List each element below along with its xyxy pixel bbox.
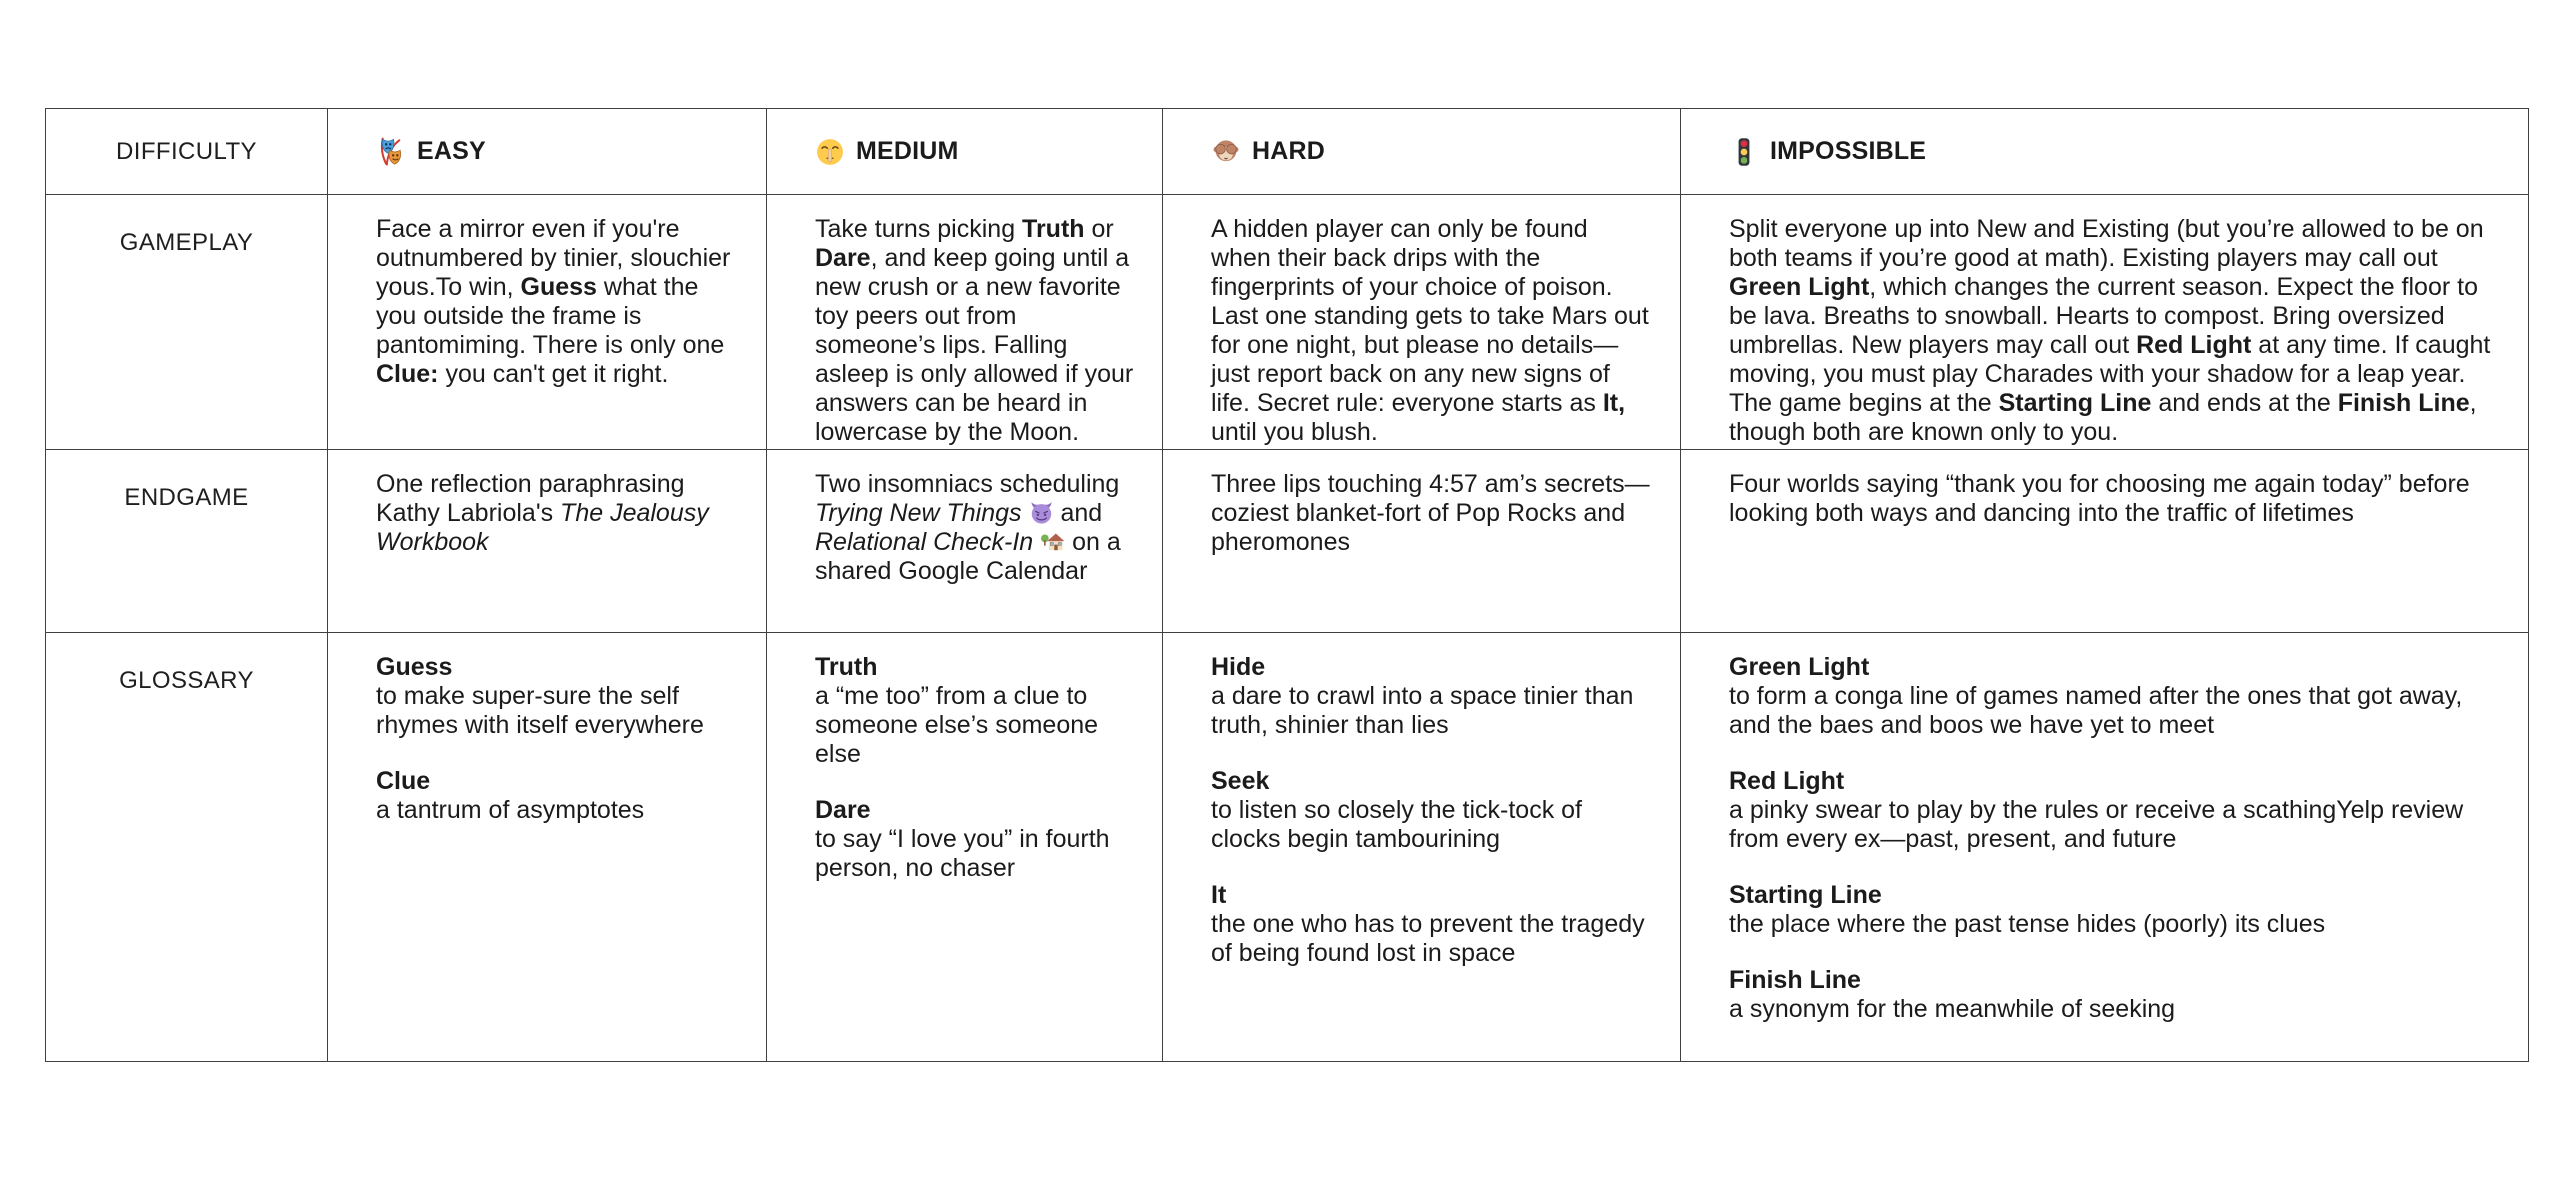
italic-text: Relational Check-In [815, 528, 1034, 556]
glossary-easy-cell [328, 633, 767, 1061]
glossary-term: Dare [815, 796, 871, 824]
glossary-definition: a synonym for the meanwhile of seeking [1729, 995, 2176, 1023]
row-label-glossary: GLOSSARY [46, 633, 328, 1061]
glossary-entry [815, 653, 1136, 769]
text: Face a mirror even if you're outnumbered by tinier, slouchier yous.To win, [376, 215, 731, 301]
endgame-impossible-cell [1681, 450, 2528, 633]
house-garden-icon [1040, 528, 1065, 557]
bold-text: Dare [815, 244, 871, 272]
glossary-entry [815, 796, 1136, 883]
see-no-evil-monkey-icon [1211, 137, 1241, 167]
glossary-entry [1729, 767, 2502, 854]
endgame-medium-cell [767, 450, 1163, 633]
text: Three lips touching 4:57 am’s secrets—coziest blanket-fort of Pop Rocks and pheromones [1211, 470, 1650, 556]
text [1022, 499, 1029, 527]
text: Take turns picking [815, 215, 1023, 243]
text: , though both are known only to you. [1729, 389, 2477, 446]
glossary-entry [1211, 767, 1654, 854]
endgame-hard-cell [1163, 450, 1681, 633]
column-header-label-medium: MEDIUM [856, 137, 959, 165]
glossary-definition: to form a conga line of games named after the ones that got away, and the baes and boos we have yet to meet [1729, 682, 2463, 739]
text: you can't get it right. [438, 360, 669, 388]
glossary-term: Starting Line [1729, 881, 1882, 909]
text [1033, 528, 1040, 556]
glossary-entry [1729, 881, 2502, 939]
theater-masks-icon [376, 137, 406, 167]
text: Two insomniacs scheduling [815, 470, 1120, 498]
difficulty-header-label: DIFFICULTY [116, 137, 257, 165]
glossary-term: Green Light [1729, 653, 1870, 681]
smiling-devil-icon [1029, 499, 1054, 528]
bold-text: Starting Line [1998, 389, 2152, 417]
column-header-label-easy: EASY [417, 137, 486, 165]
column-header-label-hard: HARD [1252, 137, 1326, 165]
bold-text: Green Light [1729, 273, 1870, 301]
glossary-entry [376, 653, 740, 740]
glossary-definition: the one who has to prevent the tragedy of being found lost in space [1211, 910, 1645, 967]
italic-text: The Jealousy Workbook [376, 499, 709, 556]
glossary-definition: a “me too” from a clue to someone else’s someone else [815, 682, 1099, 768]
row-label-gameplay: GAMEPLAY [46, 195, 328, 450]
row-label-endgame: ENDGAME [46, 450, 328, 633]
text: and ends at the [2151, 389, 2338, 417]
column-header-label-impossible: IMPOSSIBLE [1770, 137, 1927, 165]
glossary-definition: a tantrum of asymptotes [376, 796, 645, 824]
text: and [1053, 499, 1103, 527]
text: on a shared Google Calendar [815, 528, 1121, 585]
glossary-entry [1729, 653, 2502, 740]
endgame-easy-cell [328, 450, 767, 633]
glossary-term: Hide [1211, 653, 1266, 681]
glossary-term: Red Light [1729, 767, 1845, 795]
glossary-term: Seek [1211, 767, 1270, 795]
text: until you blush. [1211, 418, 1378, 446]
glossary-entry [1211, 653, 1654, 740]
glossary-definition: the place where the past tense hides (poorly) its clues [1729, 910, 2326, 938]
glossary-definition: to say “I love you” in fourth person, no chaser [815, 825, 1110, 882]
gameplay-medium-cell [767, 195, 1163, 450]
glossary-definition: a dare to crawl into a space tinier than truth, shinier than lies [1211, 682, 1634, 739]
traffic-light-icon [1729, 137, 1759, 167]
difficulty-header-cell [46, 109, 328, 195]
bold-text: Guess [520, 273, 597, 301]
text: at any time. If caught moving, you must play Charades with your shadow for a leap year. The game begins at the [1729, 331, 2491, 417]
glossary-medium-cell [767, 633, 1163, 1061]
text: Split everyone up into New and Existing (but you’re allowed to be on both teams if you’re good at math). Existing players may call out [1729, 215, 2484, 272]
column-header-impossible [1681, 109, 2528, 195]
bold-text: Finish Line [2337, 389, 2470, 417]
text: Four worlds saying “thank you for choosing me again today” before looking both ways and dancing into the traffic of lifetimes [1729, 470, 2470, 527]
glossary-impossible-cell [1681, 633, 2528, 1061]
bold-text: It, [1602, 389, 1626, 417]
text: , and keep going until a new crush or a new favorite toy peers out from someone’s lips. Falling asleep is only allowed if your answers can be heard in lowercase by the Moon. [815, 244, 1134, 446]
text: A hidden player can only be found when their back drips with the fingerprints of your choice of poison. Last one standing gets to take Mars out for one night, but please no details—just report back on any new signs of life. Secret rule: everyone starts as [1211, 215, 1649, 417]
column-header-easy [328, 109, 767, 195]
glossary-entry [376, 767, 740, 825]
glossary-term: It [1211, 881, 1227, 909]
text: One reflection paraphrasing Kathy Labriola's [376, 470, 685, 527]
glossary-entry [1211, 881, 1654, 968]
glossary-term: Truth [815, 653, 878, 681]
column-header-hard [1163, 109, 1681, 195]
glossary-term: Guess [376, 653, 453, 681]
glossary-definition: to listen so closely the tick-tock of clocks begin tambourining [1211, 796, 1582, 853]
column-header-medium [767, 109, 1163, 195]
glossary-entry [1729, 966, 2502, 1024]
glossary-definition: to make super-sure the self rhymes with itself everywhere [376, 682, 704, 739]
shushing-face-icon [815, 137, 845, 167]
text: or [1084, 215, 1114, 243]
gameplay-hard-cell [1163, 195, 1681, 450]
bold-text: Clue: [376, 360, 439, 388]
text: what the you outside the frame is pantomiming. There is only one [376, 273, 725, 359]
glossary-definition: a pinky swear to play by the rules or receive a scathingYelp review from every ex—past, present, and future [1729, 796, 2464, 853]
gameplay-easy-cell [328, 195, 767, 450]
game-rules-table [45, 108, 2529, 1062]
gameplay-impossible-cell [1681, 195, 2528, 450]
italic-text: Trying New Things [815, 499, 1022, 527]
glossary-hard-cell [1163, 633, 1681, 1061]
text: , which changes the current season. Expect the floor to be lava. Breaths to snowball. Hearts to compost. Bring oversized umbrellas. New players may call out [1729, 273, 2478, 359]
glossary-term: Clue [376, 767, 431, 795]
bold-text: Red Light [2136, 331, 2252, 359]
bold-text: Truth [1022, 215, 1085, 243]
glossary-term: Finish Line [1729, 966, 1861, 994]
